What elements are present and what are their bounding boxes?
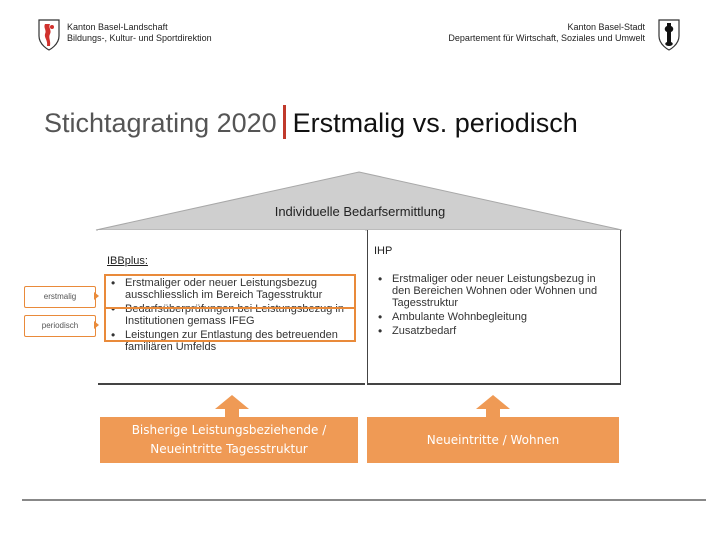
- footer-divider: [22, 499, 706, 501]
- page-title: [44, 105, 578, 139]
- highlight-erstmalig: [104, 274, 356, 309]
- side-label-erstmalig: erstmalig: [24, 286, 96, 308]
- ihp-item-2: • Ambulante Wohnbegleitung: [375, 311, 603, 323]
- header-right-line2: Departement für Wirtschaft, Soziales und Umwelt: [448, 33, 645, 43]
- bottom-box-right-label: Neueintritte / Wohnen: [426, 433, 560, 447]
- ibbplus-title: IBBplus:: [107, 255, 148, 267]
- header-right-line1: Kanton Basel-Stadt: [567, 22, 645, 32]
- ibbplus-box: [98, 230, 365, 385]
- basel-landschaft-logo: [37, 18, 61, 52]
- header-right: [448, 22, 645, 44]
- bottom-box-right: [367, 417, 619, 463]
- bottom-box-left: [100, 417, 358, 463]
- roof-label: Individuelle Bedarfsermittlung: [274, 204, 446, 219]
- roof-shape: [94, 170, 624, 232]
- ibbplus-item-1: • Erstmaliger oder neuer Leistungsbezug ausschliesslich im Bereich Tagesstruktur: [108, 277, 358, 301]
- arrow-shaft-right: [486, 409, 500, 417]
- ihp-item-1: • Erstmaliger oder neuer Leistungsbezug in den Bereichen Wohnen oder Wohnen und Tagesstruktur: [375, 273, 603, 309]
- header-left-line1: Kanton Basel-Landschaft: [67, 22, 168, 32]
- title-separator: [283, 105, 286, 139]
- ihp-box: [367, 230, 621, 385]
- header-left: [67, 22, 212, 44]
- ibbplus-item-3: • Leistungen zur Entlastung des betreuenden familiären Umfelds: [108, 329, 358, 353]
- ihp-title: IHP: [374, 245, 393, 257]
- ihp-list: [375, 273, 603, 337]
- basel-stadt-logo: [657, 18, 681, 52]
- arrow-up-right: [476, 395, 510, 409]
- arrow-up-left: [215, 395, 249, 409]
- header-left-line2: Bildungs-, Kultur- und Sportdirektion: [67, 33, 212, 43]
- side-arrow-erstmalig: [94, 292, 99, 300]
- arrow-shaft-left: [225, 409, 239, 417]
- side-label-periodisch: periodisch: [24, 315, 96, 337]
- ihp-item-3: • Zusatzbedarf: [375, 325, 603, 337]
- title-part2: Erstmalig vs. periodisch: [292, 108, 578, 138]
- side-arrow-periodisch: [94, 321, 99, 329]
- title-part1: Stichtagrating 2020: [44, 108, 277, 138]
- ibbplus-item-2: • Bedarfsüberprüfungen bei Leistungsbezug in Institutionen gemass IFEG: [108, 303, 358, 327]
- highlight-periodisch: [104, 307, 356, 342]
- bottom-box-left-label: Bisherige Leistungsbeziehende / Neueintritte Tagesstruktur: [131, 423, 327, 456]
